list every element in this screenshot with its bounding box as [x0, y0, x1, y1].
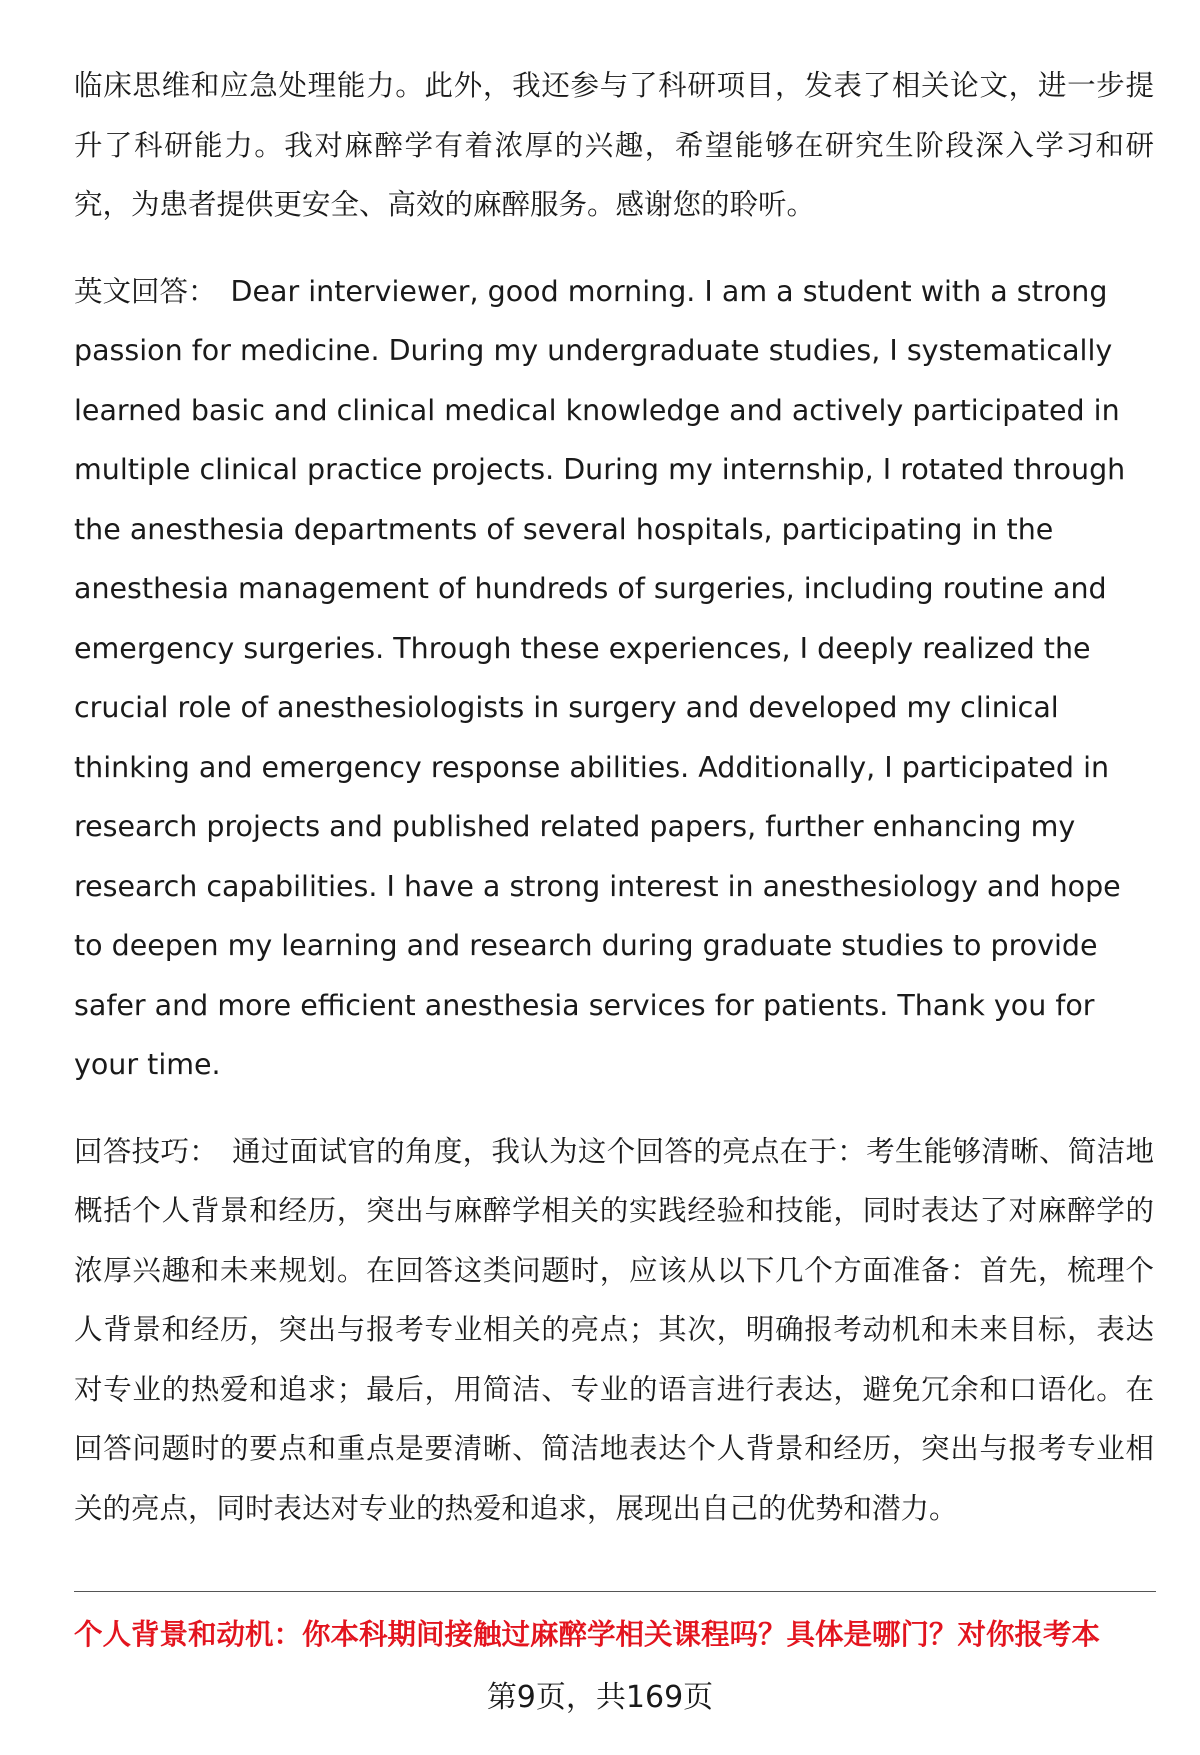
english-answer-paragraph [74, 262, 1154, 1095]
page-number-footer: 第9页，共169页 [486, 1680, 714, 1715]
english-answer-label: 英文回答： [74, 274, 217, 308]
answer-tips-text: 通过面试官的角度，我认为这个回答的亮点在于：考生能够清晰、简洁地概括个人背景和经历，突出与麻醉学相关的实践经验和技能，同时表达了对麻醉学的浓厚兴趣和未来规划。在回答这类问题时，应该从以下几个方面准备：首先，梳理个人背景和经历，突出与报考专业相关的亮点；其次，明确报考动机和未来目标，表达对专业的热爱和追求；最后，用简洁、专业的语言进行表达，避免冗余和口语化。在回答问题时的要点和重点是要清晰、简洁地表达个人背景和经历，突出与报考专业相关的亮点，同时表达对专业的热爱和追求，展现出自己的优势和潜力。 [74, 1134, 1154, 1525]
page-content [74, 56, 1154, 1565]
answer-tips-paragraph [74, 1122, 1154, 1539]
section-divider [74, 1591, 1156, 1592]
next-question-heading: 个人背景和动机：你本科期间接触过麻醉学相关课程吗？具体是哪门？对你报考本 [74, 1618, 1101, 1651]
english-answer-text: Dear interviewer, good morning. I am a student with a strong passion for medicine. During my undergraduate studies, I systematically learned basic and clinical medical knowledge and actively participated in multiple clinical practice projects. During my internship, I rotated through the anesthesia departments of several hospitals, participating in the anesthesia management of hundreds of surgeries, including routine and emergency surgeries. Through these experiences, I deeply realized the crucial role of anesthesiologists in surgery and developed my clinical thinking and emergency response abilities. Additionally, I participated in research projects and published related papers, further enhancing my research capabilities. I have a strong interest in anesthesiology and hope to deepen my learning and research during graduate studies to provide safer and more efficient anesthesia services for patients. Thank you for your time. [74, 274, 1126, 1081]
chinese-answer-text: 临床思维和应急处理能力。此外，我还参与了科研项目，发表了相关论文，进一步提升了科研能力。我对麻醉学有着浓厚的兴趣，希望能够在研究生阶段深入学习和研究，为患者提供更安全、高效的麻醉服务。感谢您的聆听。 [74, 69, 1154, 221]
answer-tips-label: 回答技巧： [74, 1134, 219, 1168]
chinese-answer-paragraph [74, 56, 1154, 235]
